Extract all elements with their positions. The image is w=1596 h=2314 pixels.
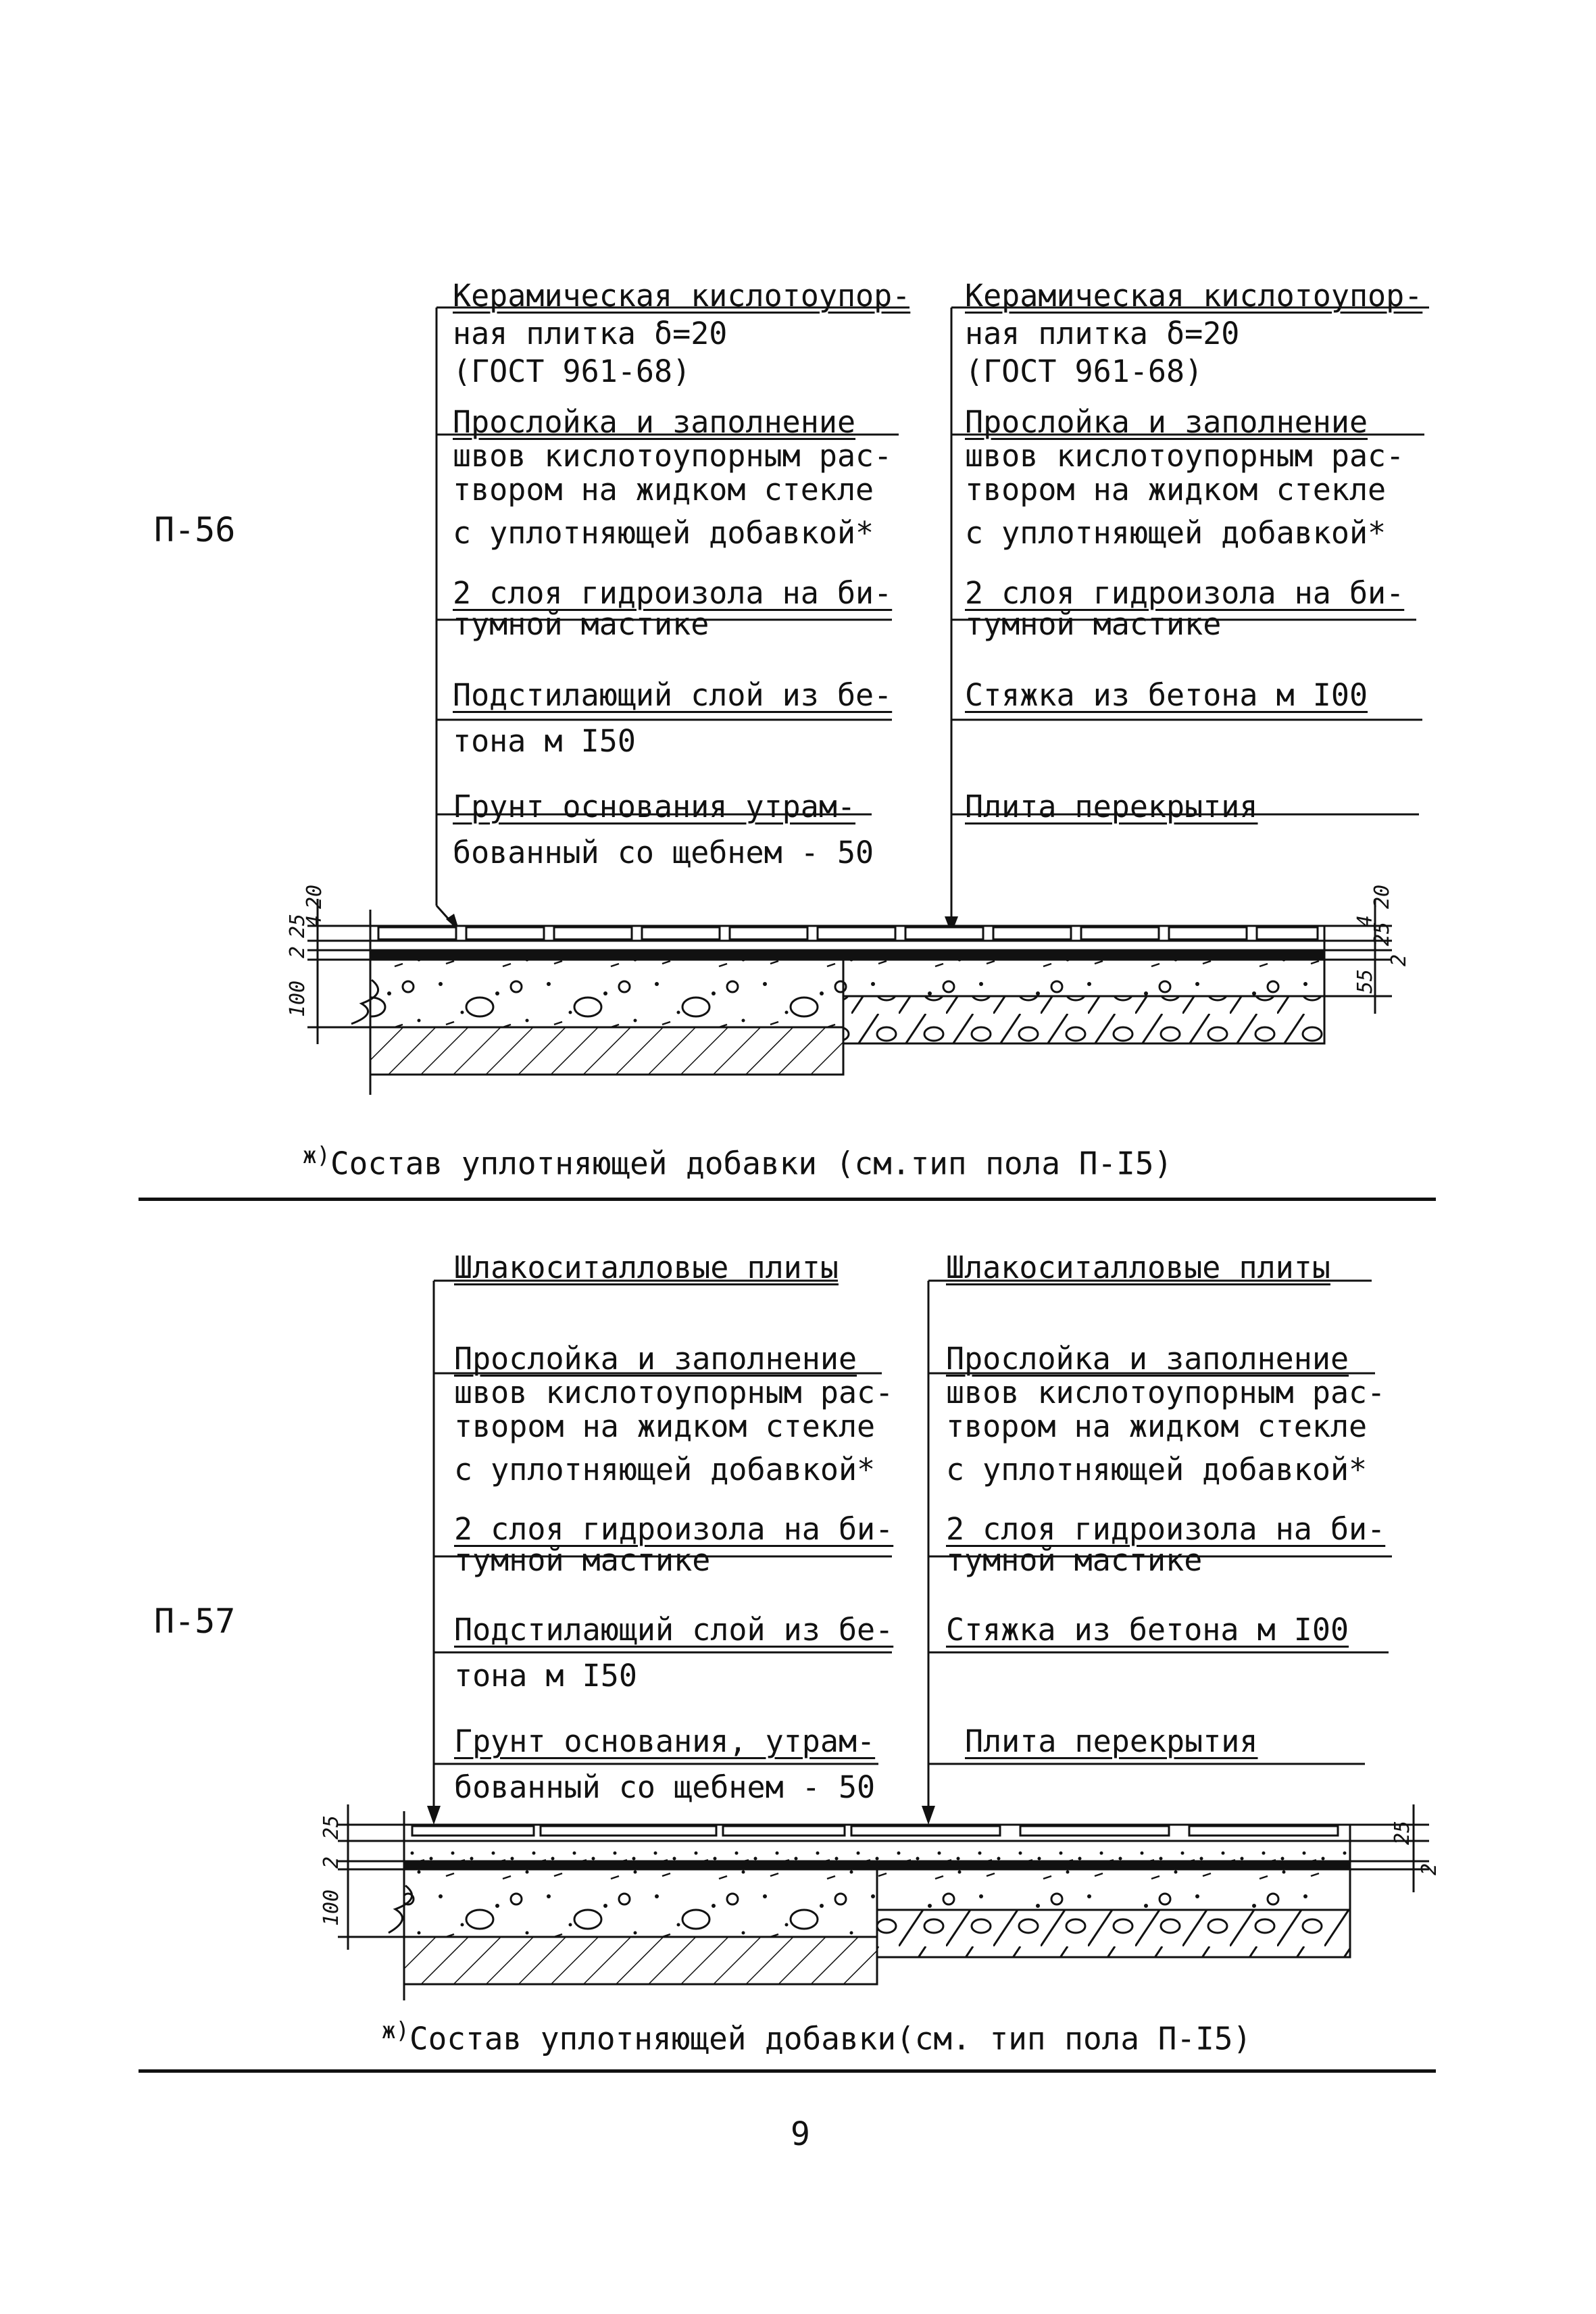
svg-text:4: 4 [303,914,326,927]
label-mortar: Прослойка и заполнение швов кислотоупорным рас- твором на жидком стекле с уплотняющей добавкой* [965,404,1405,551]
label-screed: Стяжка из бетона м I00 [946,1612,1349,1648]
footnote: $^{ж)}$Состав уплотняющей добавки(см. тип пола П-I5) [382,2017,1252,2057]
label-ground: Грунт основания утрам- бованный со щебнем - 50 [453,789,874,870]
svg-text:25: 25 [286,913,309,938]
dimension-labels-right [1391,1821,1441,1875]
page-number: 9 [791,2115,810,2153]
label-waterproofing: 2 слоя гидроизола на би- тумной мастике [965,575,1405,642]
label-slab: Плита перекрытия [965,789,1258,824]
dimension-labels-left [320,1815,343,1926]
arrowhead [922,1806,935,1825]
dimensions-left [338,1804,412,1950]
svg-text:20: 20 [303,884,326,909]
dimensions-right [1345,1804,1429,1892]
svg-text:2: 2 [1387,954,1411,966]
floor-type-code: П-57 [154,1602,236,1641]
section-divider [139,2069,1436,2073]
label-waterproofing: 2 слоя гидроизола на би- тумной мастике [946,1511,1386,1578]
svg-text:4: 4 [1353,914,1377,927]
label-waterproofing: 2 слоя гидроизола на би- тумной мастике [454,1511,894,1578]
label-ground: Грунт основания, утрам- бованный со щебнем - 50 [454,1723,876,1805]
footnote: $^{ж)}$Состав уплотняющей добавки (см.тип пола П-I5) [303,1142,1173,1182]
floor-type-code: П-56 [154,510,236,549]
svg-text:25: 25 [320,1815,343,1840]
label-tile: Керамическая кислотоупор- ная плитка δ=20 (ГОСТ 961-68) [453,278,911,389]
arrowhead [427,1806,441,1825]
svg-text:2: 2 [1418,1863,1441,1875]
label-waterproofing: 2 слоя гидроизола на би- тумной мастике [453,575,893,642]
svg-text:25: 25 [1370,921,1394,946]
svg-text:20: 20 [1370,884,1394,909]
label-slab: Плита перекрытия [965,1723,1258,1759]
svg-text:55: 55 [1353,968,1377,993]
label-underlayer: Подстилающий слой из бе- тона м I50 [454,1612,894,1694]
label-tile: Шлакоситалловые плиты [946,1250,1330,1285]
svg-text:2: 2 [286,945,309,958]
svg-text:100: 100 [320,1889,343,1926]
svg-text:25: 25 [1391,1820,1414,1845]
label-underlayer: Подстилающий слой из бе- тона м I50 [453,677,893,759]
label-tile: Керамическая кислотоупор- ная плитка δ=20 (ГОСТ 961-68) [965,278,1423,389]
label-tile: Шлакоситалловые плиты [454,1250,839,1285]
svg-text:2: 2 [320,1856,343,1869]
label-mortar: Прослойка и заполнение швов кислотоупорным рас- твором на жидком стекле с уплотняющей добавкой* [454,1341,894,1487]
label-mortar: Прослойка и заполнение швов кислотоупорным рас- твором на жидком стекле с уплотняющей добавкой* [453,404,893,551]
label-screed: Стяжка из бетона м I00 [965,677,1368,713]
floor-layers [389,1811,1350,2000]
svg-text:100: 100 [286,980,309,1017]
label-mortar: Прослойка и заполнение швов кислотоупорным рас- твором на жидком стекле с уплотняющей добавкой* [946,1341,1386,1487]
leader-lines [434,1281,1392,1818]
